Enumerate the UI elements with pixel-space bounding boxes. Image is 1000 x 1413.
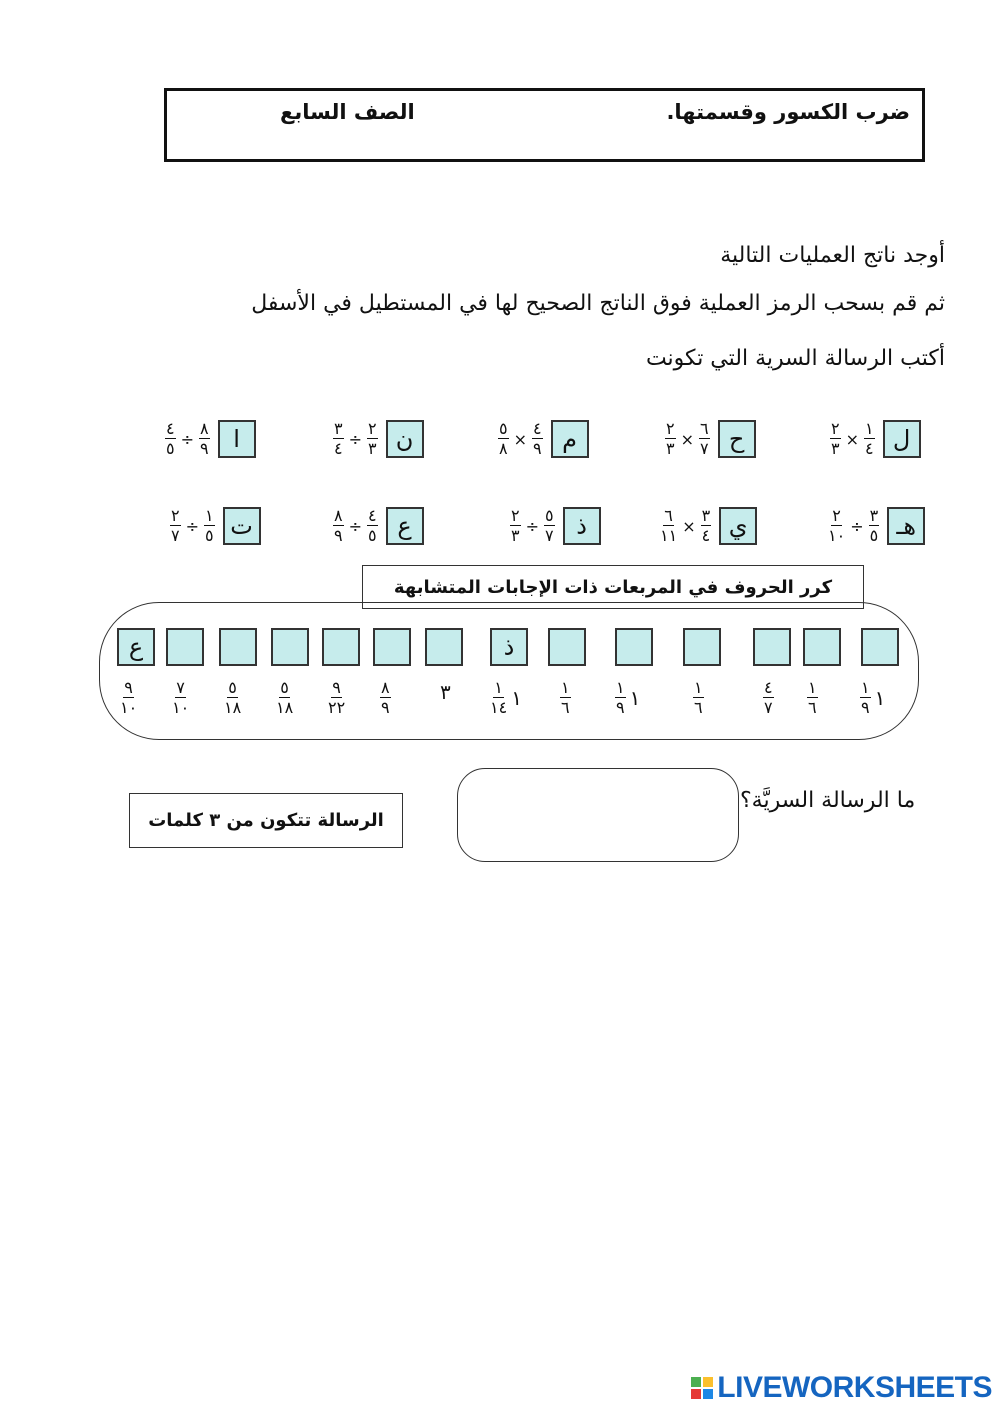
fraction xyxy=(367,421,378,457)
fraction-numerator: ١ xyxy=(861,678,870,697)
answer-value xyxy=(328,680,345,716)
fraction xyxy=(699,421,710,457)
fraction-denominator: ٣ xyxy=(368,439,377,458)
answer-drop-box[interactable] xyxy=(166,628,204,666)
operator-symbol: × xyxy=(513,429,527,449)
instruction-2: ثم قم بسحب الرمز العملية فوق الناتج الصحيح لها في المستطيل في الأسفل xyxy=(251,291,945,316)
answer-value xyxy=(120,680,137,716)
fraction-numerator: ٤ xyxy=(533,419,542,438)
fraction-numerator: ٦ xyxy=(700,419,709,438)
answer-drop-box[interactable] xyxy=(271,628,309,666)
fraction xyxy=(532,421,543,457)
fraction-denominator: ٨ xyxy=(499,439,508,458)
answer-drop-box[interactable] xyxy=(753,628,791,666)
fraction xyxy=(172,680,189,716)
operator-symbol: ÷ xyxy=(850,516,864,536)
operator-symbol: ÷ xyxy=(525,516,539,536)
fraction-denominator: ٦ xyxy=(561,698,570,717)
fraction-numerator: ٣ xyxy=(701,506,711,525)
answer-drop-box[interactable]: ذ xyxy=(490,628,528,666)
fraction xyxy=(498,421,509,457)
fraction-denominator: ١٨ xyxy=(276,698,294,717)
worksheet-title: ضرب الكسور وقسمتها. xyxy=(666,100,910,124)
fraction-denominator: ٣ xyxy=(666,439,675,458)
fraction xyxy=(224,680,241,716)
answer-value xyxy=(490,680,522,716)
fraction xyxy=(615,680,626,716)
fraction xyxy=(170,508,181,544)
fraction-numerator: ٣ xyxy=(334,419,343,438)
answer-drop-box[interactable]: ع xyxy=(117,628,155,666)
problem-expression xyxy=(333,508,378,544)
answer-value xyxy=(807,680,818,716)
fraction-numerator: ٤ xyxy=(166,419,175,438)
fraction-denominator: ٩ xyxy=(861,698,870,717)
fraction-numerator: ٢ xyxy=(666,419,675,438)
fraction-denominator: ٩ xyxy=(616,698,625,717)
fraction xyxy=(204,508,215,544)
fraction-numerator: ٥ xyxy=(545,506,554,525)
fraction-numerator: ٢ xyxy=(171,506,180,525)
answer-value xyxy=(172,680,189,716)
fraction-numerator: ١ xyxy=(694,678,703,697)
problem-item xyxy=(170,507,261,545)
fraction-numerator: ٣ xyxy=(869,506,879,525)
fraction-denominator: ٦ xyxy=(694,698,703,717)
answer-value xyxy=(440,680,451,704)
fraction xyxy=(510,508,521,544)
problem-item xyxy=(165,420,256,458)
fraction xyxy=(828,508,845,544)
problem-expression xyxy=(498,421,543,457)
fraction-denominator: ٩ xyxy=(334,526,343,545)
whole-number: ١ xyxy=(511,686,522,710)
fraction-numerator: ٨ xyxy=(381,678,390,697)
logo-square xyxy=(691,1377,701,1387)
fraction-numerator: ٦ xyxy=(664,506,673,525)
fraction-numerator: ٧ xyxy=(176,678,185,697)
draggable-letter-tile[interactable]: ح xyxy=(718,420,756,458)
answer-value xyxy=(693,680,704,716)
fraction-denominator: ١٤ xyxy=(490,698,508,717)
fraction-denominator: ٧ xyxy=(764,698,773,717)
operator-symbol: ÷ xyxy=(348,429,362,449)
operator-symbol: × xyxy=(845,429,859,449)
fraction-denominator: ٧ xyxy=(171,526,180,545)
fraction-numerator: ٨ xyxy=(200,419,209,438)
draggable-letter-tile[interactable]: ي xyxy=(719,507,757,545)
instruction-1: أوجد ناتج العمليات التالية xyxy=(720,243,945,268)
answer-drop-box[interactable] xyxy=(683,628,721,666)
fraction-numerator: ٥ xyxy=(228,678,237,697)
fraction-numerator: ١ xyxy=(205,506,214,525)
fraction-numerator: ٤ xyxy=(368,506,377,525)
problem-item xyxy=(498,420,589,458)
fraction xyxy=(544,508,555,544)
problem-expression xyxy=(830,421,875,457)
answer-drop-box[interactable] xyxy=(219,628,257,666)
draggable-letter-tile[interactable]: ذ xyxy=(563,507,601,545)
draggable-letter-tile[interactable]: ل xyxy=(883,420,921,458)
fraction-numerator: ٢ xyxy=(831,419,840,438)
fraction-denominator: ١١ xyxy=(660,526,678,545)
problem-item xyxy=(660,507,757,545)
answer-value xyxy=(860,680,885,716)
problem-item xyxy=(665,420,756,458)
fraction-denominator: ٢٢ xyxy=(328,698,346,717)
problem-item xyxy=(333,420,424,458)
problem-expression xyxy=(665,421,710,457)
fraction-denominator: ٩ xyxy=(381,698,390,717)
answer-drop-box[interactable] xyxy=(425,628,463,666)
answer-value xyxy=(763,680,774,716)
fraction-denominator: ٥ xyxy=(368,526,377,545)
question-label: ما الرسالة السريَّة؟ xyxy=(740,788,916,813)
fraction-numerator: ١ xyxy=(561,678,570,697)
fraction-denominator: ٧ xyxy=(700,439,709,458)
fraction xyxy=(120,680,137,716)
answer-value xyxy=(560,680,571,716)
fraction-numerator: ٨ xyxy=(334,506,343,525)
repeat-instruction: كرر الحروف في المربعات ذات الإجابات المتشابهة xyxy=(362,565,864,609)
logo-square xyxy=(691,1389,701,1399)
fraction xyxy=(380,680,391,716)
logo-square xyxy=(703,1389,713,1399)
fraction xyxy=(693,680,704,716)
draggable-letter-tile[interactable]: ع xyxy=(386,507,424,545)
draggable-letter-tile[interactable]: ا xyxy=(218,420,256,458)
operator-symbol: × xyxy=(682,516,696,536)
whole-number: ٣ xyxy=(440,680,451,704)
whole-number: ١ xyxy=(629,686,641,710)
fraction xyxy=(367,508,378,544)
answer-value xyxy=(224,680,241,716)
problem-expression xyxy=(660,508,711,544)
fraction-denominator: ٣ xyxy=(511,526,520,545)
answer-value xyxy=(380,680,391,716)
answer-value xyxy=(615,680,640,716)
fraction xyxy=(660,508,677,544)
hint-box: الرسالة تتكون من ٣ كلمات xyxy=(129,793,403,848)
fraction-denominator: ٩ xyxy=(200,439,209,458)
fraction-numerator: ٩ xyxy=(332,678,341,697)
fraction-denominator: ٦ xyxy=(808,698,817,717)
fraction xyxy=(276,680,293,716)
fraction xyxy=(165,421,176,457)
fraction xyxy=(763,680,774,716)
fraction xyxy=(199,421,210,457)
answer-drop-box[interactable] xyxy=(373,628,411,666)
draggable-letter-tile[interactable]: ت xyxy=(223,507,261,545)
logo-text: LIVEWORKSHEETS xyxy=(717,1371,992,1404)
fraction-denominator: ١٠ xyxy=(828,526,846,545)
fraction xyxy=(860,680,871,716)
fraction-numerator: ٢ xyxy=(511,506,520,525)
problem-expression xyxy=(510,508,555,544)
fraction-numerator: ٢ xyxy=(368,419,377,438)
fraction xyxy=(333,421,344,457)
fraction xyxy=(333,508,344,544)
fraction-denominator: ٤ xyxy=(701,526,711,545)
fraction-denominator: ١٨ xyxy=(224,698,242,717)
fraction-denominator: ٤ xyxy=(334,439,343,458)
fraction-numerator: ١ xyxy=(494,678,503,697)
fraction-denominator: ٥ xyxy=(205,526,214,545)
problem-expression xyxy=(828,508,879,544)
fraction xyxy=(665,421,676,457)
logo-square xyxy=(703,1377,713,1387)
problem-item xyxy=(333,507,424,545)
fraction-numerator: ٤ xyxy=(764,678,773,697)
liveworksheets-logo xyxy=(691,1371,992,1405)
fraction-denominator: ١٠ xyxy=(120,698,138,717)
whole-number: ١ xyxy=(874,686,886,710)
fraction-numerator: ٥ xyxy=(280,678,289,697)
operator-symbol: × xyxy=(680,429,694,449)
problem-expression xyxy=(165,421,210,457)
problem-item xyxy=(828,507,925,545)
answers-oval xyxy=(99,602,919,740)
fraction xyxy=(490,680,507,716)
fraction-numerator: ١ xyxy=(865,419,874,438)
problem-expression xyxy=(333,421,378,457)
fraction-denominator: ٧ xyxy=(545,526,554,545)
fraction-numerator: ١ xyxy=(616,678,625,697)
fraction-denominator: ٩ xyxy=(533,439,542,458)
fraction-denominator: ٥ xyxy=(869,526,879,545)
secret-message-input[interactable] xyxy=(457,768,739,862)
answer-drop-box[interactable] xyxy=(322,628,360,666)
fraction-denominator: ٥ xyxy=(166,439,175,458)
draggable-letter-tile[interactable]: م xyxy=(551,420,589,458)
fraction xyxy=(328,680,345,716)
fraction-numerator: ٢ xyxy=(832,506,841,525)
fraction-numerator: ٥ xyxy=(499,419,508,438)
operator-symbol: ÷ xyxy=(348,516,362,536)
fraction xyxy=(701,508,712,544)
answer-value xyxy=(276,680,293,716)
fraction-denominator: ١٠ xyxy=(172,698,190,717)
fraction-numerator: ١ xyxy=(808,678,817,697)
fraction xyxy=(830,421,841,457)
problem-expression xyxy=(170,508,215,544)
draggable-letter-tile[interactable]: ن xyxy=(386,420,424,458)
grade-label: الصف السابع xyxy=(280,100,415,124)
answer-drop-box[interactable] xyxy=(803,628,841,666)
problem-item xyxy=(510,507,601,545)
operator-symbol: ÷ xyxy=(180,429,194,449)
fraction-numerator: ٩ xyxy=(124,678,133,697)
fraction xyxy=(864,421,875,457)
instruction-3: أكتب الرسالة السرية التي تكونت xyxy=(645,346,945,371)
fraction-denominator: ٤ xyxy=(865,439,874,458)
answer-drop-box[interactable] xyxy=(548,628,586,666)
fraction xyxy=(807,680,818,716)
answer-drop-box[interactable] xyxy=(615,628,653,666)
fraction-denominator: ٣ xyxy=(831,439,840,458)
problem-item xyxy=(830,420,921,458)
operator-symbol: ÷ xyxy=(185,516,199,536)
answer-drop-box[interactable] xyxy=(861,628,899,666)
draggable-letter-tile[interactable]: هـ xyxy=(887,507,925,545)
fraction xyxy=(869,508,880,544)
logo-mark-icon xyxy=(691,1377,713,1399)
fraction xyxy=(560,680,571,716)
